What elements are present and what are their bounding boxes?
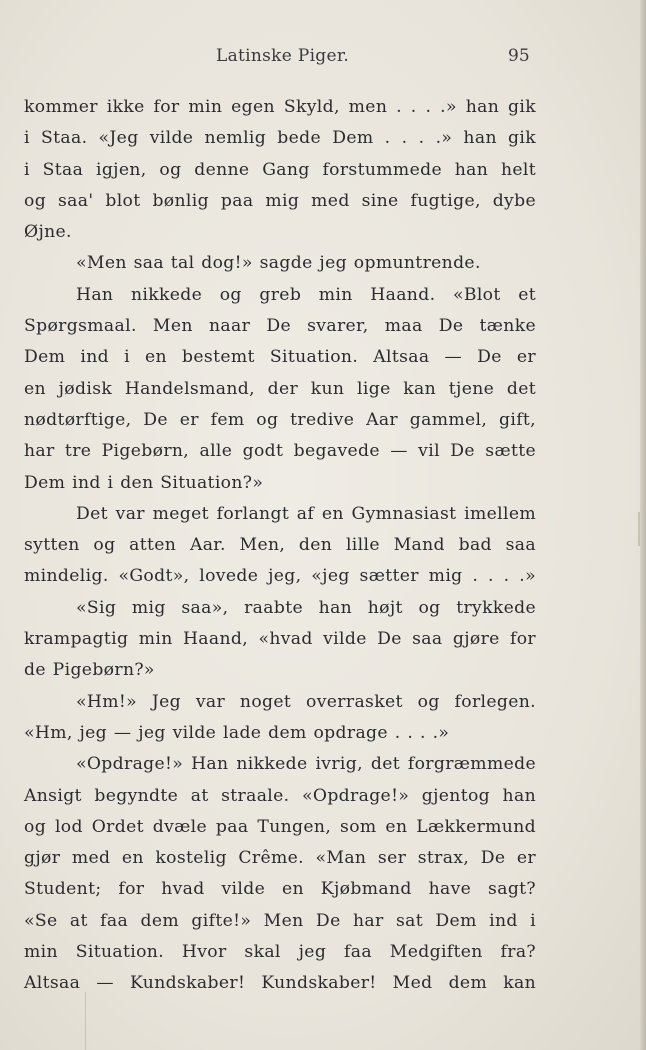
text-line: har tre Pigebørn, alle godt begavede — vil De sætte <box>24 441 536 462</box>
body-text <box>24 92 536 1000</box>
running-title: Latinske Piger. <box>216 46 350 66</box>
text-line: «Hm!» Jeg var noget overrasket og forlegen. <box>76 691 536 712</box>
text-line: «Men saa tal dog!» sagde jeg opmuntrende. <box>76 253 481 274</box>
text-line: «Se at faa dem gifte!» Men De har sat Dem ind i <box>24 910 536 931</box>
text-line: kommer ikke for min egen Skyld, men . . . .» han gik <box>24 97 536 117</box>
text-line: i Staa. «Jeg vilde nemlig bede Dem . . . .» han gik <box>24 128 536 149</box>
text-line: «Opdrage!» Han nikkede ivrig, det forgræmmede <box>76 754 536 775</box>
text-line: sytten og atten Aar. Men, den lille Mand bad saa <box>24 535 536 556</box>
text-line: Det var meget forlangt af en Gymnasiast imellem <box>76 503 536 524</box>
text-line: Dem ind i en bestemt Situation. Altsaa — De er <box>24 347 536 368</box>
text-line: min Situation. Hvor skal jeg faa Medgiften fra? <box>24 942 536 963</box>
page-number: 95 <box>508 46 530 66</box>
text-line: Student; for hvad vilde en Kjøbmand have sagt? <box>24 879 536 900</box>
text-line: krampagtig min Haand, «hvad vilde De saa gjøre for <box>24 629 536 650</box>
text-line: Spørgsmaal. Men naar De svarer, maa De tænke <box>24 316 536 337</box>
text-line: Altsaa — Kundskaber! Kundskaber! Med dem kan <box>24 973 536 994</box>
text-line: nødtørftige, De er fem og tredive Aar gammel, gift, <box>24 409 536 430</box>
text-line: Dem ind i den Situation?» <box>24 472 264 493</box>
text-line: Ansigt begyndte at straale. «Opdrage!» gjentog han <box>24 785 536 806</box>
text-line: Øjne. <box>24 222 72 243</box>
text-line: og saa' blot bønlig paa mig med sine fugtige, dybe <box>24 190 536 211</box>
page-header <box>0 46 646 76</box>
text-line: og lod Ordet dvæle paa Tungen, som en Lækkermund <box>24 816 536 837</box>
text-line: i Staa igjen, og denne Gang forstummede han helt <box>24 159 536 180</box>
text-line: gjør med en kostelig Crême. «Man ser strax, De er <box>24 848 536 869</box>
text-line: «Sig mig saa», raabte han højt og trykkede <box>76 597 536 618</box>
text-line: mindelig. «Godt», lovede jeg, «jeg sætter mig . . . .» <box>24 566 536 587</box>
paper-mark <box>638 512 640 546</box>
text-line: «Hm, jeg — jeg vilde lade dem opdrage . . . .» <box>24 722 450 743</box>
text-line: de Pigebørn?» <box>24 660 155 681</box>
text-line: en jødisk Handelsmand, der kun lige kan tjene det <box>24 378 536 399</box>
text-line: Han nikkede og greb min Haand. «Blot et <box>76 284 536 305</box>
page-edge-shadow <box>640 0 646 1050</box>
paper-mark <box>85 992 86 1050</box>
